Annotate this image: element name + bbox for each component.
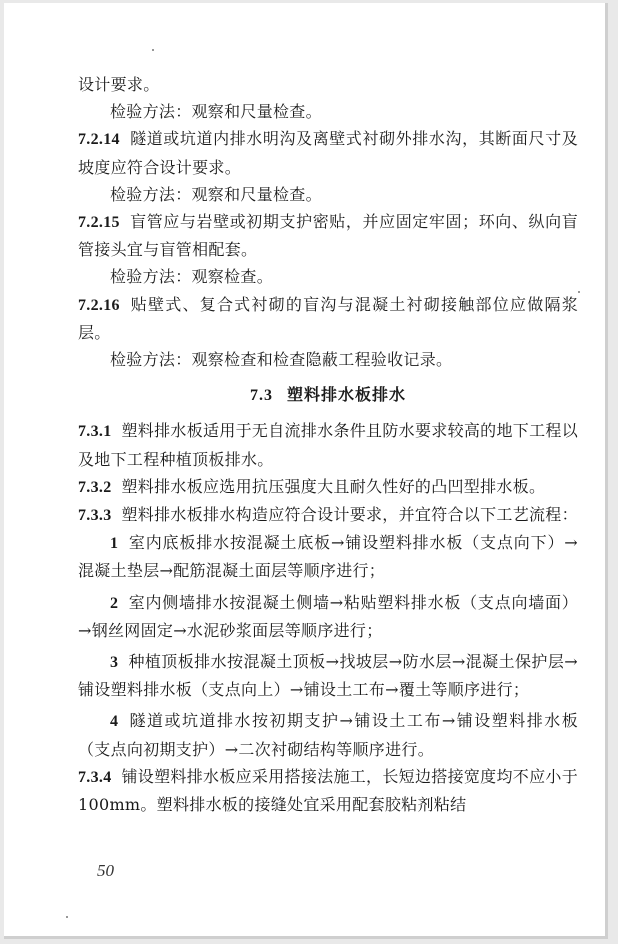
clause-7-2-15 [78, 208, 578, 263]
item-number: 3 [110, 654, 119, 672]
list-item [78, 707, 578, 762]
list-item [78, 529, 578, 584]
clause-number: 7.3.2 [78, 478, 112, 496]
clause-number: 7.2.14 [78, 131, 120, 149]
inspection-method [78, 98, 578, 125]
clause-number: 7.3.4 [78, 768, 112, 786]
clause-text: 盲管应与岩壁或初期支护密贴，并应固定牢固；环向、纵向盲管接头宜与盲管相配套。 [78, 212, 578, 260]
clause-number: 7.2.15 [78, 214, 120, 232]
scan-speck [578, 291, 580, 293]
item-text: 室内底板排水按混凝土底板→铺设塑料排水板（支点向下）→混凝土垫层→配筋混凝土面层等顺序进行； [78, 533, 578, 581]
clause-7-3-3 [78, 501, 578, 529]
clause-7-3-2 [78, 473, 578, 501]
list-item [78, 648, 578, 703]
clause-number: 7.2.16 [78, 296, 120, 314]
scan-speck [66, 916, 68, 918]
clause-7-3-4 [78, 763, 578, 818]
text: 检验方法：观察检查。 [110, 267, 274, 287]
text: 检验方法：观察检查和检查隐蔽工程验收记录。 [110, 350, 453, 370]
continued-text [78, 71, 578, 98]
item-number: 1 [110, 535, 119, 553]
clause-text: 塑料排水板应选用抗压强度大且耐久性好的凸凹型排水板。 [121, 476, 546, 496]
clause-text: 贴壁式、复合式衬砌的盲沟与混凝土衬砌接触部位应做隔浆层。 [78, 294, 578, 342]
clause-number: 7.3.3 [78, 507, 112, 525]
page-number: 50 [97, 861, 114, 880]
clause-7-2-14 [78, 125, 578, 180]
scan-speck [152, 49, 154, 51]
section-title: 塑料排水板排水 [286, 385, 406, 405]
inspection-method [78, 181, 578, 208]
item-number: 2 [110, 594, 119, 612]
text: 检验方法：观察和尺量检查。 [110, 184, 322, 204]
section-heading-7-3 [78, 381, 578, 409]
item-number: 4 [110, 713, 119, 731]
page-body [78, 71, 578, 818]
clause-text: 塑料排水板排水构造应符合设计要求，并宜符合以下工艺流程： [121, 505, 578, 525]
inspection-method [78, 263, 578, 290]
clause-text: 隧道或坑道内排水明沟及离壁式衬砌外排水沟，其断面尺寸及坡度应符合设计要求。 [78, 129, 578, 177]
clause-text: 塑料排水板适用于无自流排水条件且防水要求较高的地下工程以及地下工程种植顶板排水。 [78, 421, 578, 469]
text: 设计要求。 [78, 75, 160, 94]
inspection-method [78, 346, 578, 373]
clause-number: 7.3.1 [78, 423, 112, 441]
clause-7-2-16 [78, 291, 578, 346]
clause-text: 铺设塑料排水板应采用搭接法施工，长短边搭接宽度均不应小于100mm。塑料排水板的接缝处宜采用配套胶粘剂粘结 [78, 766, 578, 815]
clause-7-3-1 [78, 417, 578, 472]
document-page [4, 3, 608, 939]
text: 检验方法：观察和尺量检查。 [110, 102, 322, 122]
list-item [78, 589, 578, 644]
item-text: 室内侧墙排水按混凝土侧墙→粘贴塑料排水板（支点向墙面）→钢丝网固定→水泥砂浆面层等顺序进行； [78, 592, 578, 640]
item-text: 种植顶板排水按混凝土顶板→找坡层→防水层→混凝土保护层→铺设塑料排水板（支点向上）→铺设土工布→覆土等顺序进行； [78, 652, 578, 700]
section-number: 7.3 [249, 387, 273, 405]
item-text: 隧道或坑道排水按初期支护→铺设土工布→铺设塑料排水板（支点向初期支护）→二次衬砌结构等顺序进行。 [78, 711, 578, 759]
